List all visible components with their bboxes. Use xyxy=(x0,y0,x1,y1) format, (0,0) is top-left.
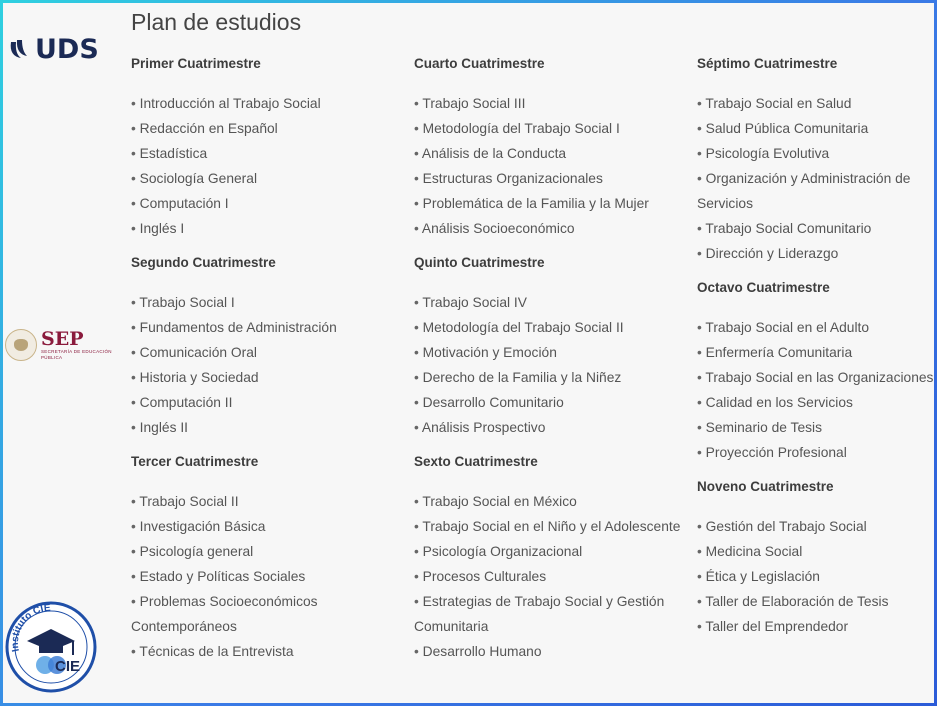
subject-item: • Desarrollo Humano xyxy=(414,639,684,664)
subject-item: • Gestión del Trabajo Social xyxy=(697,514,934,539)
term-title: Octavo Cuatrimestre xyxy=(697,280,830,295)
column-2 xyxy=(414,51,684,673)
page-title: Plan de estudios xyxy=(131,9,302,35)
study-plan-content xyxy=(131,3,934,703)
subject-item: • Psicología Organizacional xyxy=(414,539,684,564)
subject-item: • Investigación Básica xyxy=(131,514,401,539)
subject-list xyxy=(414,489,684,664)
subject-item: • Computación II xyxy=(131,390,401,415)
sep-logo xyxy=(5,325,115,365)
subject-item: • Análisis Prospectivo xyxy=(414,415,684,440)
subject-item: • Trabajo Social I xyxy=(131,290,401,315)
subject-item: • Trabajo Social en el Adulto xyxy=(697,315,934,340)
term-title: Cuarto Cuatrimestre xyxy=(414,56,545,71)
subject-list xyxy=(697,91,934,266)
subject-item: • Salud Pública Comunitaria xyxy=(697,116,934,141)
subject-item: • Desarrollo Comunitario xyxy=(414,390,684,415)
term-section xyxy=(414,51,684,241)
subject-item: • Análisis de la Conducta xyxy=(414,141,684,166)
term-section xyxy=(697,474,934,639)
cie-logo xyxy=(5,601,97,693)
subject-item: • Taller de Elaboración de Tesis xyxy=(697,589,934,614)
eagle-emblem-icon xyxy=(5,329,37,361)
term-section xyxy=(414,449,684,664)
term-title: Noveno Cuatrimestre xyxy=(697,479,834,494)
subject-list xyxy=(414,91,684,241)
uds-logo xyxy=(7,31,107,67)
subject-item: • Proyección Profesional xyxy=(697,440,934,465)
subject-item: • Derecho de la Familia y la Niñez xyxy=(414,365,684,390)
subject-item: • Motivación y Emoción xyxy=(414,340,684,365)
subject-item: • Organización y Administración de Servicios xyxy=(697,166,934,216)
term-section xyxy=(131,250,401,440)
term-title: Quinto Cuatrimestre xyxy=(414,255,545,270)
term-title: Primer Cuatrimestre xyxy=(131,56,261,71)
term-section xyxy=(414,250,684,440)
subject-item: • Trabajo Social en las Organizaciones xyxy=(697,365,934,390)
term-section xyxy=(131,51,401,241)
column-3 xyxy=(697,51,934,648)
subject-item: • Introducción al Trabajo Social xyxy=(131,91,401,116)
subject-list xyxy=(131,290,401,440)
subject-item: • Psicología Evolutiva xyxy=(697,141,934,166)
uds-logo-text: UDS xyxy=(35,33,99,65)
term-title: Séptimo Cuatrimestre xyxy=(697,56,838,71)
subject-item: • Ética y Legislación xyxy=(697,564,934,589)
subject-item: • Redacción en Español xyxy=(131,116,401,141)
subject-item: • Trabajo Social en Salud xyxy=(697,91,934,116)
subject-item: • Computación I xyxy=(131,191,401,216)
subject-item: • Sociología General xyxy=(131,166,401,191)
subject-item: • Metodología del Trabajo Social II xyxy=(414,315,684,340)
page-frame xyxy=(3,3,934,703)
subject-item: • Trabajo Social Comunitario xyxy=(697,216,934,241)
subject-item: • Problemática de la Familia y la Mujer xyxy=(414,191,684,216)
subject-item: • Psicología general xyxy=(131,539,401,564)
subject-item: • Dirección y Liderazgo xyxy=(697,241,934,266)
cie-ring-text: Instituto CIE xyxy=(9,602,51,653)
logo-sidebar xyxy=(3,3,118,703)
uds-swoosh-icon xyxy=(7,34,37,64)
subject-item: • Estadística xyxy=(131,141,401,166)
subject-item: • Fundamentos de Administración xyxy=(131,315,401,340)
column-1 xyxy=(131,51,401,673)
subject-list xyxy=(131,489,401,664)
term-section xyxy=(131,449,401,664)
sep-logo-text: SEP xyxy=(41,327,84,350)
subject-item: • Historia y Sociedad xyxy=(131,365,401,390)
subject-item: • Metodología del Trabajo Social I xyxy=(414,116,684,141)
subject-item: • Comunicación Oral xyxy=(131,340,401,365)
subject-list xyxy=(697,315,934,465)
subject-item: • Análisis Socioeconómico xyxy=(414,216,684,241)
graduation-cap-seal-icon xyxy=(5,601,97,693)
term-section xyxy=(697,51,934,266)
subject-item: • Inglés I xyxy=(131,216,401,241)
subject-item: • Seminario de Tesis xyxy=(697,415,934,440)
subject-item: • Problemas Socioeconómicos Contemporáneos xyxy=(131,589,401,639)
subject-item: • Taller del Emprendedor xyxy=(697,614,934,639)
term-title: Segundo Cuatrimestre xyxy=(131,255,276,270)
subject-list xyxy=(697,514,934,639)
subject-item: • Estrategias de Trabajo Social y Gestión Comunitaria xyxy=(414,589,684,639)
subject-item: • Estructuras Organizacionales xyxy=(414,166,684,191)
term-section xyxy=(697,275,934,465)
subject-item: • Procesos Culturales xyxy=(414,564,684,589)
subject-item: • Inglés II xyxy=(131,415,401,440)
subject-item: • Trabajo Social en el Niño y el Adolescente xyxy=(414,514,684,539)
subject-item: • Enfermería Comunitaria xyxy=(697,340,934,365)
subject-list xyxy=(414,290,684,440)
subject-item: • Trabajo Social III xyxy=(414,91,684,116)
subject-item: • Medicina Social xyxy=(697,539,934,564)
subject-item: • Calidad en los Servicios xyxy=(697,390,934,415)
cie-center-text: CIE xyxy=(55,658,81,675)
subject-item: • Trabajo Social II xyxy=(131,489,401,514)
subject-item: • Técnicas de la Entrevista xyxy=(131,639,401,664)
sep-logo-subtitle: SECRETARÍA DE EDUCACIÓN PÚBLICA xyxy=(41,348,112,360)
subject-list xyxy=(131,91,401,241)
subject-item: • Estado y Políticas Sociales xyxy=(131,564,401,589)
subject-item: • Trabajo Social en México xyxy=(414,489,684,514)
subject-item: • Trabajo Social IV xyxy=(414,290,684,315)
term-title: Sexto Cuatrimestre xyxy=(414,454,538,469)
term-title: Tercer Cuatrimestre xyxy=(131,454,259,469)
